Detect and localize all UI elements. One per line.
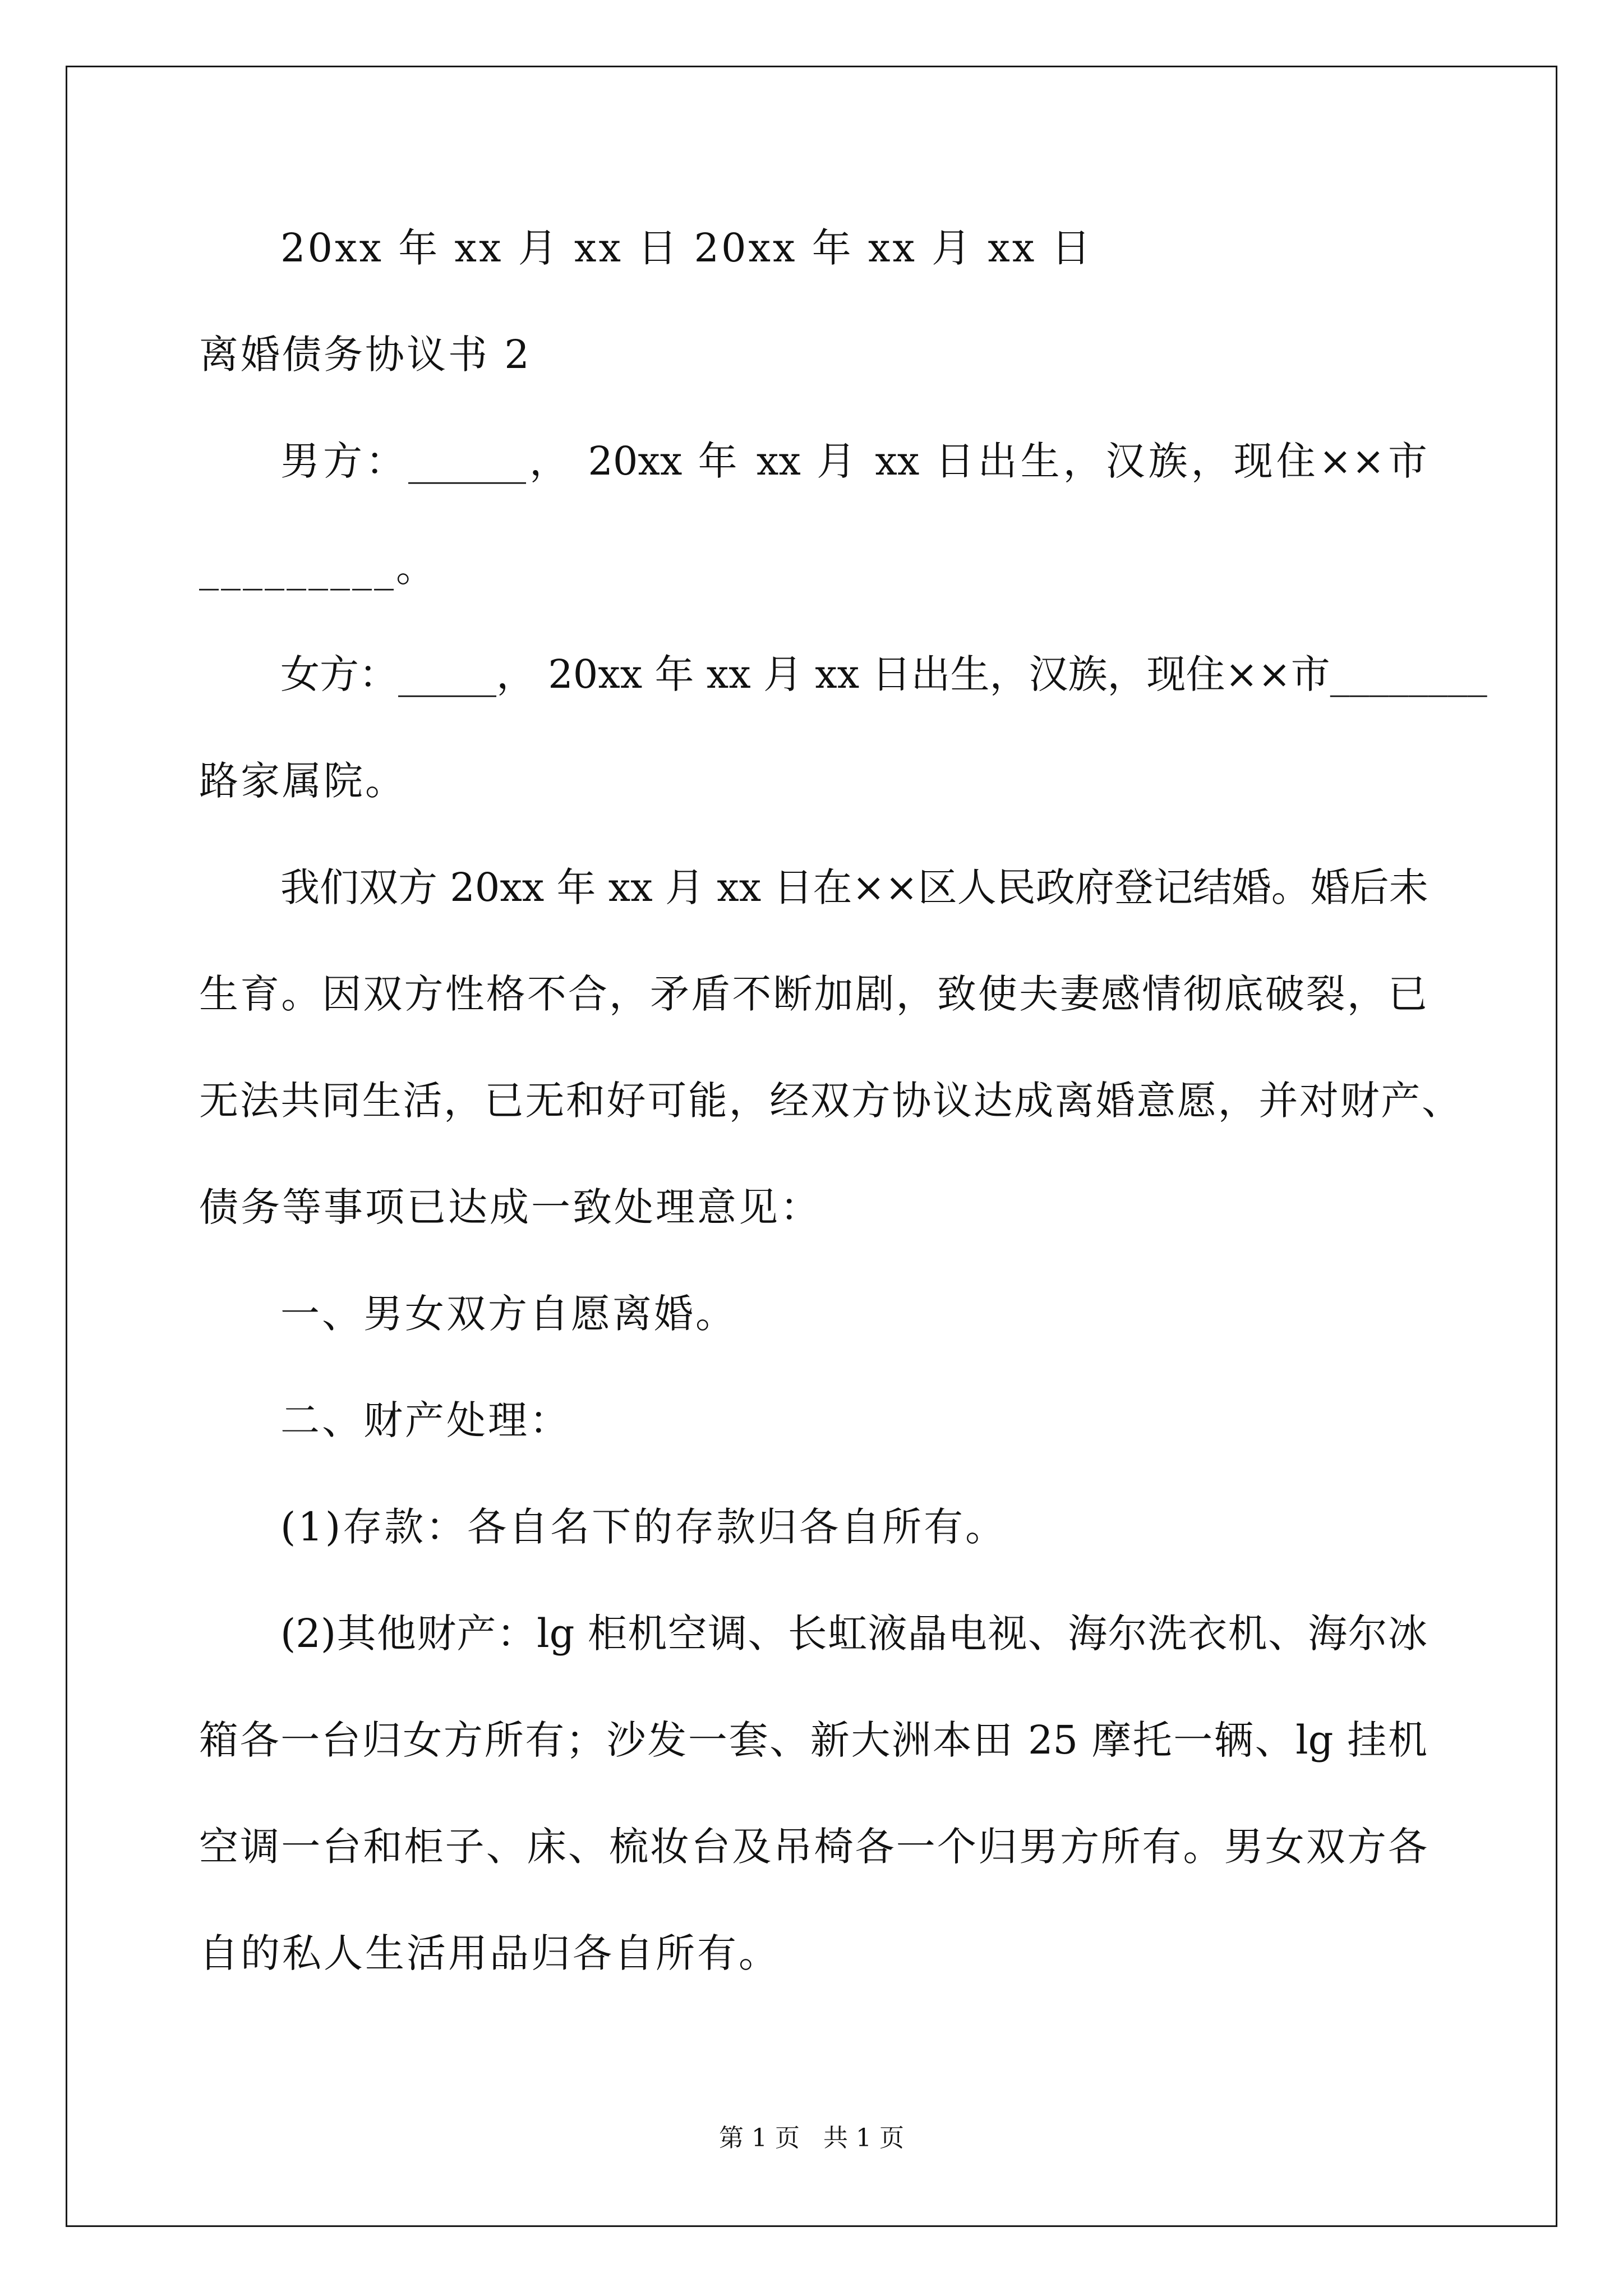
male-party-line: 男方：______， 20xx 年 xx 月 xx 日出生，汉族，现住××市 (280, 438, 1427, 484)
paragraph-intro-line-1: 我们双方 20xx 年 xx 月 xx 日在××区人民政府登记结婚。婚后未 (280, 864, 1428, 910)
page-number-footer: 第 1 页 共 1 页 (719, 2124, 904, 2152)
page-border (66, 66, 1557, 2227)
paragraph-intro-line-4: 债务等事项已达成一致处理意见： (199, 1184, 822, 1230)
clause-other-property-line-3: 空调一台和柜子、床、梳妆台及吊椅各一个归男方所有。男女双方各 (199, 1824, 1427, 1870)
female-party-address: 路家属院。 (199, 758, 407, 804)
clause-other-property-line-4: 自的私人生活用品归各自所有。 (199, 1930, 780, 1976)
date-line: 20xx 年 xx 月 xx 日 20xx 年 xx 月 xx 日 (280, 225, 1093, 271)
paragraph-intro-line-2: 生育。因双方性格不合，矛盾不断加剧，致使夫妻感情彻底破裂，已 (199, 971, 1427, 1017)
male-party-address: _________。 (199, 545, 437, 591)
document-title: 离婚债务协议书 2 (199, 332, 532, 378)
clause-other-property-line-2: 箱各一台归女方所有；沙发一套、新大洲本田 25 摩托一辆、lg 挂机 (199, 1717, 1427, 1763)
clause-deposits: (1)存款：各自名下的存款归各自所有。 (280, 1504, 1007, 1550)
clause-two-heading: 二、财产处理： (280, 1397, 571, 1443)
paragraph-intro-line-3: 无法共同生活，已无和好可能，经双方协议达成离婚意愿，并对财产、 (199, 1078, 1461, 1124)
female-party-line: 女方：_____， 20xx 年 xx 月 xx 日出生，汉族，现住××市________ (280, 651, 1487, 697)
clause-one: 一、男女双方自愿离婚。 (280, 1291, 737, 1337)
clause-other-property-line-1: (2)其他财产：lg 柜机空调、长虹液晶电视、海尔洗衣机、海尔冰 (280, 1611, 1427, 1657)
